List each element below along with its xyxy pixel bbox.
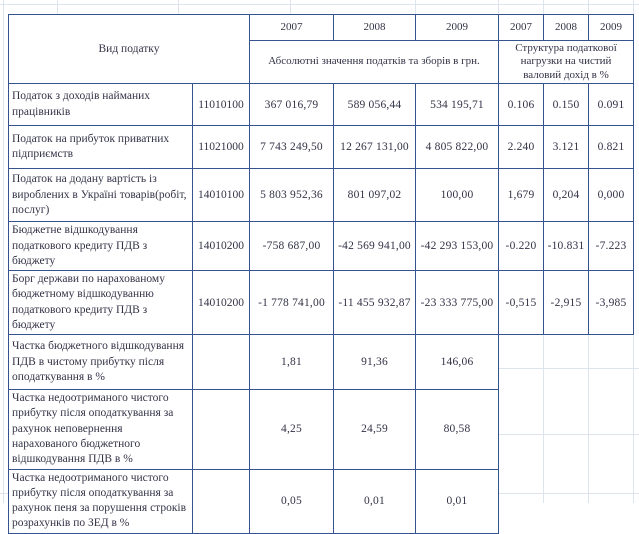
pct-value-cell: 0,000 [589,169,634,222]
abs-value-cell: -11 455 932,87 [334,271,416,335]
header-year-abs-2008: 2008 [334,15,416,41]
abs-value-cell: -758 687,00 [250,222,334,271]
pct-value-cell: -0.220 [499,222,544,271]
tax-name-cell: Податок на додану вартість із вироблених в Україні товарів(робіт, послуг) [9,169,193,222]
header-pct-group: Структура податкової нагрузки на чистий валовий дохід в % [499,41,634,84]
tax-code-cell [193,469,250,533]
tax-code-cell: 14010200 [193,271,250,335]
abs-value-cell: 4,25 [250,390,334,469]
header-year-pct-2007: 2007 [499,15,544,41]
table-row [9,84,634,126]
tax-code-cell: 14010100 [193,169,250,222]
abs-value-cell: -1 778 741,00 [250,271,334,335]
header-year-pct-2009: 2009 [589,15,634,41]
abs-value-cell: 589 056,44 [334,84,416,126]
empty-cell [589,469,634,533]
tax-name-cell: Податок на прибуток приватних підприємств [9,126,193,169]
gridline [3,0,4,503]
abs-value-cell: 80,58 [416,390,499,469]
abs-value-cell: 534 195,71 [416,84,499,126]
pct-value-cell: -7.223 [589,222,634,271]
empty-cell [589,390,634,469]
table-row [9,271,634,335]
pct-value-cell: 0.091 [589,84,634,126]
pct-value-cell: 0,204 [544,169,589,222]
table-row [9,390,634,469]
abs-value-cell: 4 805 822,00 [416,126,499,169]
empty-cell [499,469,544,533]
table-row [9,469,634,533]
empty-cell [589,335,634,390]
pct-value-cell: 0.821 [589,126,634,169]
tax-name-cell: Борг держави по нарахованому бюджетному відшкодуванню податкового кредиту ПДВ з бюджету [9,271,193,335]
tax-name-cell: Бюджетне відшкодування податкового кредиту ПДВ з бюджету [9,222,193,271]
abs-value-cell: 1,81 [250,335,334,390]
abs-value-cell: -42 293 153,00 [416,222,499,271]
pct-value-cell: 2.240 [499,126,544,169]
tax-code-cell: 14010200 [193,222,250,271]
tax-code-cell [193,390,250,469]
abs-value-cell: 0,01 [416,469,499,533]
abs-value-cell: 12 267 131,00 [334,126,416,169]
abs-value-cell: 801 097,02 [334,169,416,222]
abs-value-cell: 5 803 952,36 [250,169,334,222]
empty-cell [544,335,589,390]
abs-value-cell: 367 016,79 [250,84,334,126]
abs-value-cell: 7 743 249,50 [250,126,334,169]
tax-code-cell: 11010100 [193,84,250,126]
empty-cell [544,390,589,469]
tax-name-cell: Частка недоотриманого чистого прибутку після оподаткування за рахунок неповернення нарахованого бюджетного відшкодування ПДВ в % [9,390,193,469]
table-row [9,169,634,222]
abs-value-cell: 100,00 [416,169,499,222]
header-year-abs-2007: 2007 [250,15,334,41]
table-row [9,335,634,390]
header-abs-group: Абсолютні значення податків та зборів в грн. [250,41,499,84]
header-year-abs-2009: 2009 [416,15,499,41]
pct-value-cell: -0,515 [499,271,544,335]
pct-value-cell: 3.121 [544,126,589,169]
abs-value-cell: 146,06 [416,335,499,390]
empty-cell [499,335,544,390]
pct-value-cell: -10.831 [544,222,589,271]
header-year-pct-2008: 2008 [544,15,589,41]
abs-value-cell: 0,01 [334,469,416,533]
pct-value-cell: 0.106 [499,84,544,126]
tax-code-cell: 11021000 [193,126,250,169]
empty-cell [499,390,544,469]
pct-value-cell: -3,985 [589,271,634,335]
abs-value-cell: -42 569 941,00 [334,222,416,271]
tax-name-cell: Частка бюджетного відшкодування ПДВ в чистому прибутку після оподаткування в % [9,335,193,390]
table-row [9,126,634,169]
tax-code-cell [193,335,250,390]
abs-value-cell: -23 333 775,00 [416,271,499,335]
tax-name-cell: Податок з доходів найманих працівників [9,84,193,126]
abs-value-cell: 0,05 [250,469,334,533]
table-row [9,222,634,271]
gridline [0,4,639,5]
abs-value-cell: 24,59 [334,390,416,469]
tax-table [8,14,634,534]
pct-value-cell: 1,679 [499,169,544,222]
tax-name-cell: Частка недоотриманого чистого прибутку після оподаткування за рахунок пеня за порушення строків розрахунків по ЗЕД в % [9,469,193,533]
pct-value-cell: -2,915 [544,271,589,335]
header-tax-type: Вид податку [9,15,250,84]
abs-value-cell: 91,36 [334,335,416,390]
empty-cell [544,469,589,533]
pct-value-cell: 0.150 [544,84,589,126]
